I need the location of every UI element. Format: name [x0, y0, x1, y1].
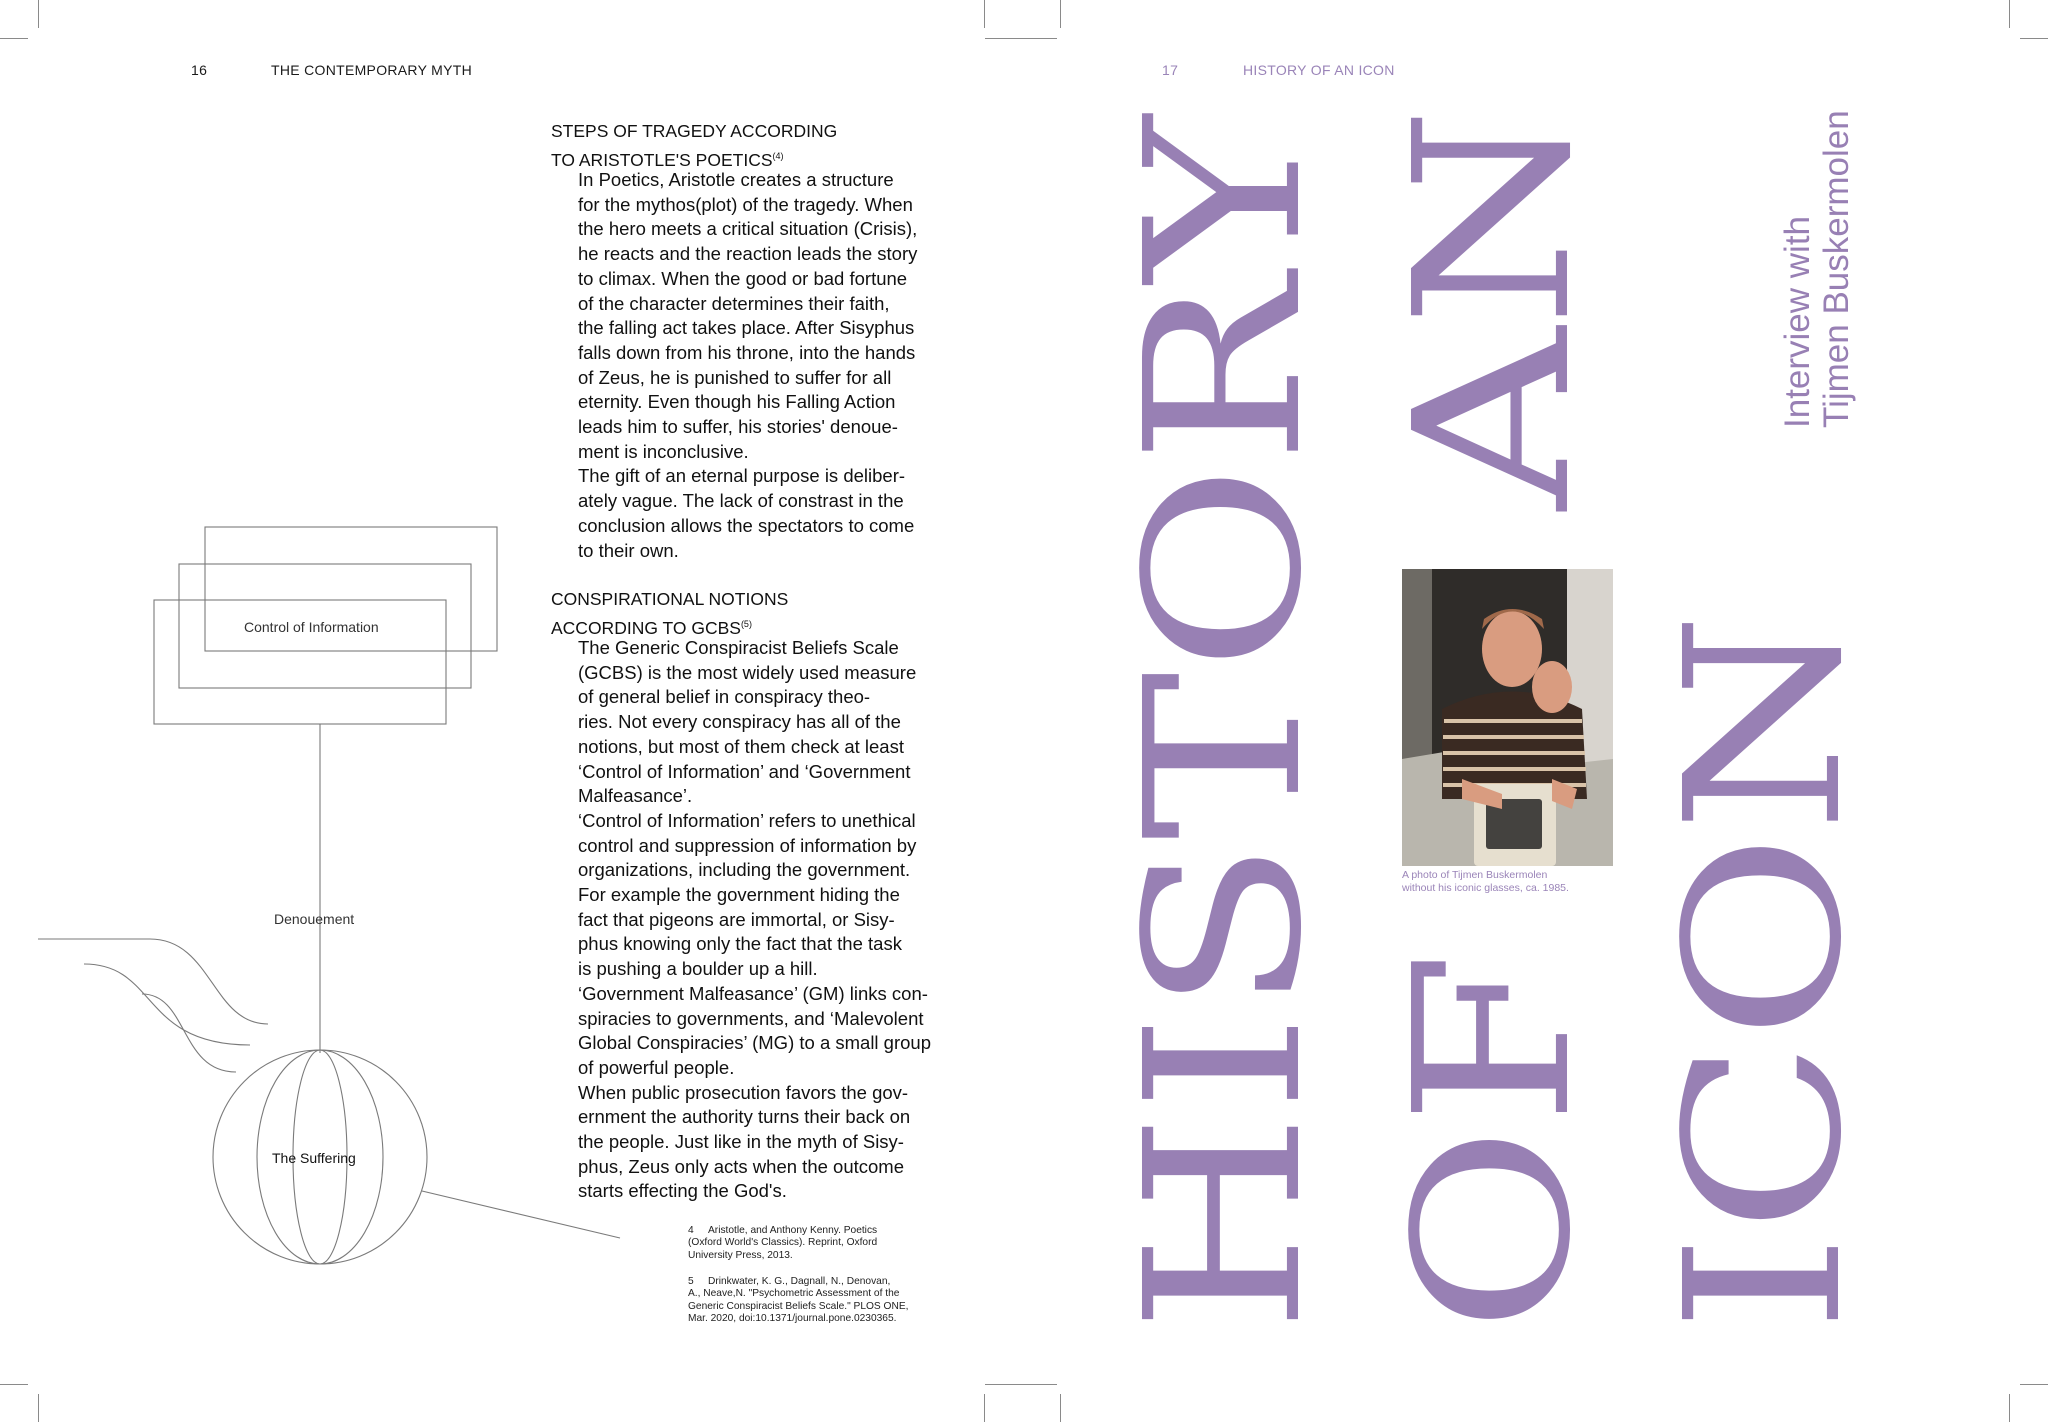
crop-mark: [38, 1394, 39, 1422]
crop-mark: [0, 1384, 28, 1385]
subtitle-line2: Tijmen Buskermolen: [1817, 110, 1856, 428]
footnote-line: [688, 1225, 958, 1237]
body-line: is pushing a boulder up a hill.: [578, 958, 818, 980]
crop-mark: [2020, 1384, 2048, 1385]
section1-body: [578, 168, 978, 563]
photo-caption-line2: without his iconic glasses, ca. 1985.: [1402, 881, 1569, 894]
footnote-4: [688, 1225, 958, 1262]
body-line: Malfeasance’.: [578, 785, 693, 807]
body-line: leads him to suffer, his stories' denoue-: [578, 416, 898, 438]
photo-caption-line1: A photo of Tijmen Buskermolen: [1402, 869, 1548, 881]
body-line: ‘Control of Information’ refers to unethical: [578, 809, 916, 831]
footnote-line: Generic Conspiracist Beliefs Scale." PLOS ONE,: [688, 1300, 909, 1312]
footnote-line: [688, 1276, 958, 1288]
crop-mark: [2009, 1394, 2010, 1422]
footnote-5: [688, 1276, 958, 1326]
section2-heading-line1: CONSPIRATIONAL NOTIONS: [551, 589, 789, 609]
footnote-line: (Oxford World's Classics). Reprint, Oxford: [688, 1237, 878, 1249]
footnote-text: Drinkwater, K. G., Dagnall, N., Denovan,: [708, 1276, 891, 1287]
crop-mark: [1060, 0, 1061, 28]
body-line: The gift of an eternal purpose is deliber-: [578, 465, 906, 487]
portrait-illustration: [1402, 569, 1613, 866]
crop-mark: [2009, 0, 2010, 28]
photo-caption: [1402, 869, 1662, 894]
title-word-icon: ICON: [1640, 612, 1889, 1333]
crop-mark: [1060, 1394, 1061, 1422]
body-line: the people. Just like in the myth of Sisy-: [578, 1131, 904, 1153]
body-line: spiracies to governments, and ‘Malevolent: [578, 1007, 924, 1029]
diagram-label-denouement: Denouement: [274, 911, 355, 927]
body-line: The Generic Conspiracist Beliefs Scale: [578, 637, 899, 658]
right-page-number: 17: [1162, 62, 1179, 78]
body-line: starts effecting the God's.: [578, 1180, 787, 1202]
body-line: When public prosecution favors the gov-: [578, 1081, 909, 1103]
body-line: ately vague. The lack of constrast in the: [578, 490, 904, 512]
footnote-line: A., Neave,N. "Psychometric Assessment of the: [688, 1288, 900, 1300]
body-line: for the mythos(plot) of the tragedy. When: [578, 193, 913, 215]
body-line: ries. Not every conspiracy has all of the: [578, 711, 901, 733]
crop-mark: [985, 1384, 1057, 1385]
body-line: In Poetics, Aristotle creates a structure: [578, 169, 894, 190]
diagram-label-control: Control of Information: [244, 619, 379, 635]
body-line: For example the government hiding the: [578, 884, 900, 906]
section1-heading: [551, 119, 971, 173]
body-line: to their own.: [578, 539, 679, 561]
title-word-of: OF: [1369, 950, 1618, 1333]
footnote-text: Aristotle, and Anthony Kenny. Poetics: [708, 1225, 878, 1236]
footnote-number: 4: [688, 1225, 694, 1236]
body-line: of Zeus, he is punished to suffer for all: [578, 366, 892, 388]
section2-body: [578, 636, 978, 1204]
body-line: falls down from his throne, into the hands: [578, 341, 916, 363]
body-line: the falling act takes place. After Sisyphus: [578, 317, 915, 339]
left-page-number: 16: [191, 62, 208, 78]
body-line: ‘Control of Information’ and ‘Government: [578, 760, 911, 782]
section1-footnote-ref: (4): [772, 151, 784, 161]
diagram-curve: [38, 939, 268, 1024]
diagram-label-suffering: The Suffering: [272, 1150, 356, 1166]
body-line: of general belief in conspiracy theo-: [578, 686, 871, 708]
interview-subtitle: [1778, 110, 1856, 428]
left-running-title: THE CONTEMPORARY MYTH: [271, 62, 473, 78]
footnote-line: University Press, 2013.: [688, 1249, 793, 1261]
body-line: control and suppression of information by: [578, 834, 917, 856]
body-line: fact that pigeons are immortal, or Sisy-: [578, 908, 895, 930]
body-line: of the character determines their faith,: [578, 292, 890, 314]
crop-mark: [985, 38, 1057, 39]
body-line: ment is inconclusive.: [578, 440, 749, 462]
body-line: to climax. When the good or bad fortune: [578, 267, 908, 289]
body-line: the hero meets a critical situation (Crisis),: [578, 218, 918, 240]
body-line: he reacts and the reaction leads the story: [578, 243, 918, 265]
body-line: phus knowing only the fact that the task: [578, 933, 902, 955]
body-line: Global Conspiracies’ (MG) to a small group: [578, 1032, 931, 1054]
body-line: conclusion allows the spectators to come: [578, 514, 915, 536]
body-line: of powerful people.: [578, 1056, 735, 1078]
body-line: ernment the authority turns their back on: [578, 1106, 911, 1128]
body-line: (GCBS) is the most widely used measure: [578, 661, 917, 683]
crop-mark: [984, 1394, 985, 1422]
portrait-photo: [1402, 569, 1613, 866]
section2-footnote-ref: (5): [740, 619, 752, 629]
section2-heading: [551, 587, 971, 641]
section1-heading-line1: STEPS OF TRAGEDY ACCORDING: [551, 121, 838, 141]
body-line: eternity. Even though his Falling Action: [578, 391, 896, 413]
section2-heading-text: ACCORDING TO GCBS: [551, 618, 741, 638]
subtitle-line1: Interview with: [1778, 215, 1817, 428]
title-word-an: AN: [1369, 106, 1618, 511]
crop-mark: [984, 0, 985, 28]
right-running-title: HISTORY OF AN ICON: [1243, 62, 1395, 78]
footnote-line: Mar. 2020, doi:10.1371/journal.pone.0230365.: [688, 1313, 897, 1325]
body-line: notions, but most of them check at least: [578, 735, 904, 757]
body-line: ‘Government Malfeasance’ (GM) links con-: [578, 982, 928, 1004]
title-word-history: HISTORY: [1100, 115, 1349, 1334]
body-line: phus, Zeus only acts when the outcome: [578, 1155, 904, 1177]
section1-heading-text: TO ARISTOTLE'S POETICS: [551, 150, 773, 170]
crop-mark: [2020, 38, 2048, 39]
footnote-number: 5: [688, 1276, 694, 1287]
body-line: organizations, including the government.: [578, 859, 911, 881]
